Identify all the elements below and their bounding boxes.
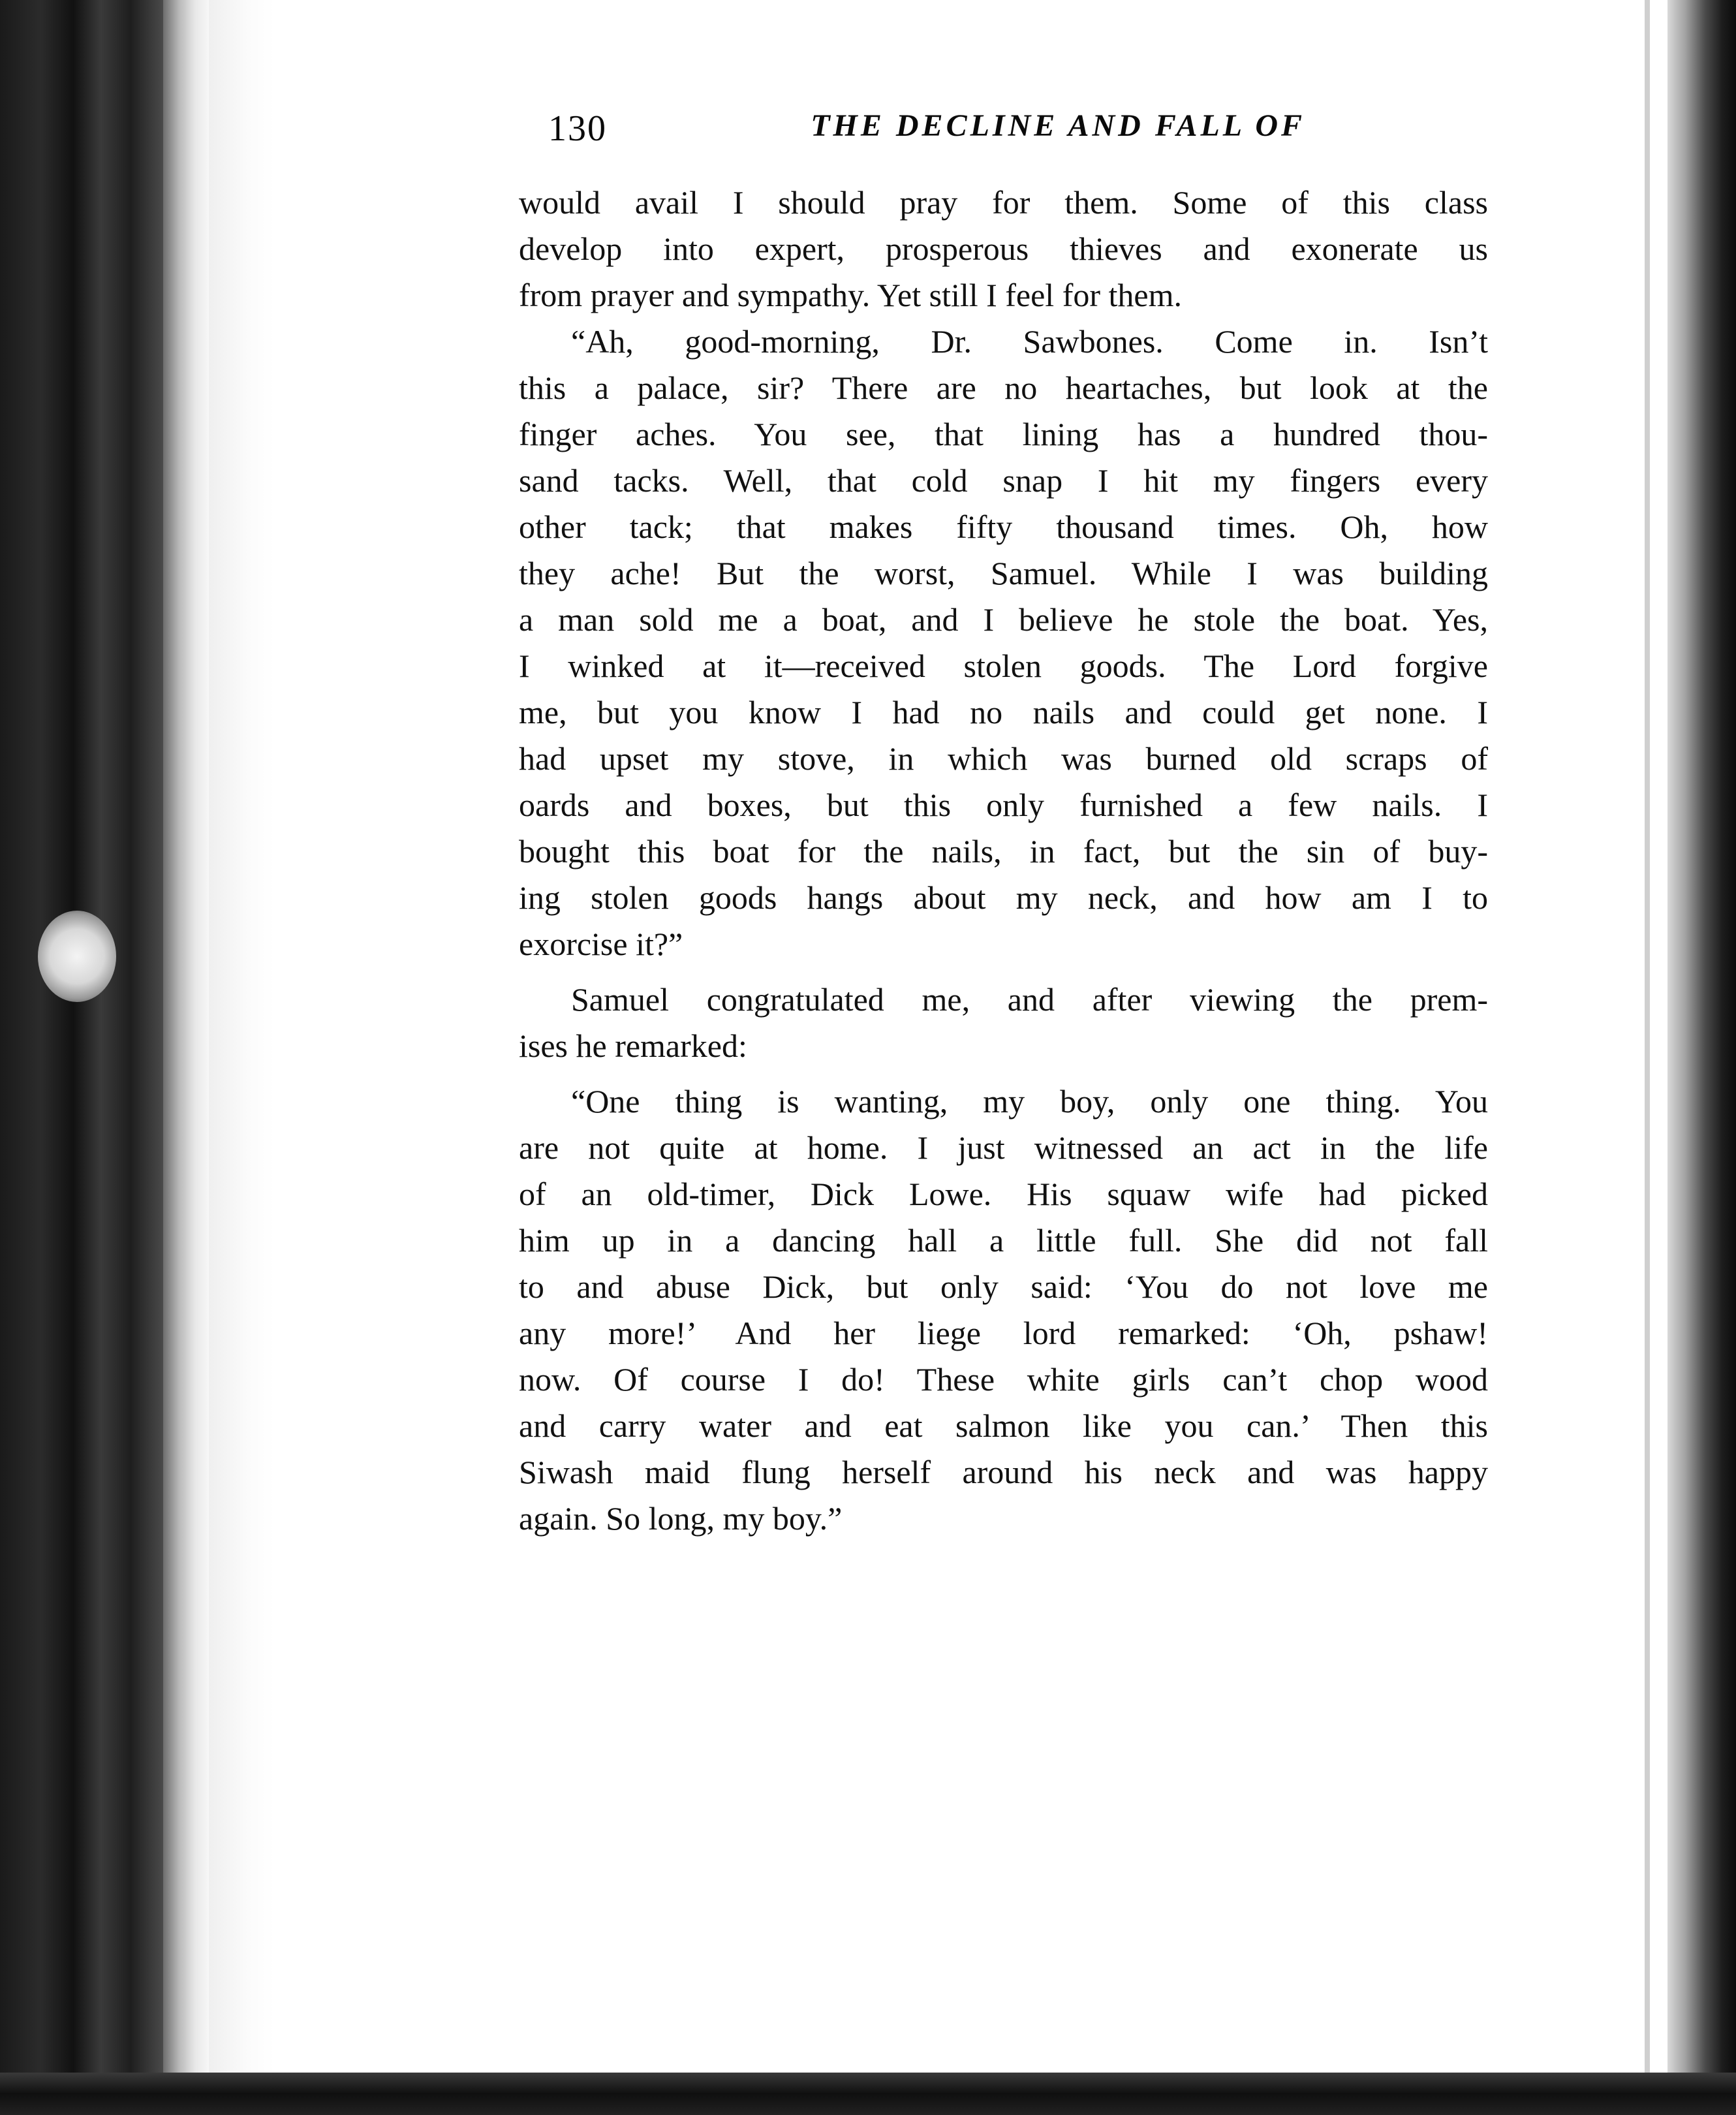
running-title: THE DECLINE AND FALL OF <box>811 108 1305 143</box>
text-line: now. Of course I do! These white girls can’t chop wood <box>519 1361 1488 1398</box>
text-line: Samuel congratulated me, and after viewing the prem- <box>571 981 1488 1018</box>
text-line: this a palace, sir? There are no heartaches, but look at the <box>519 369 1488 406</box>
text-line: exorcise it?” <box>519 926 683 962</box>
text-line: again. So long, my boy.” <box>519 1500 843 1537</box>
paper-stain <box>38 911 116 1002</box>
text-line: from prayer and sympathy. Yet still I feel for them. <box>519 277 1182 313</box>
text-line: finger aches. You see, that lining has a hundred thou- <box>519 416 1488 452</box>
paragraph <box>519 977 1488 1069</box>
text-line: are not quite at home. I just witnessed an act in the life <box>519 1129 1488 1166</box>
text-line: him up in a dancing hall a little full. She did not fall <box>519 1222 1488 1259</box>
text-line: other tack; that makes fifty thousand times. Oh, how <box>519 509 1488 545</box>
text-line: to and abuse Dick, but only said: ‘You do not love me <box>519 1268 1488 1305</box>
text-line: Siwash maid flung herself around his neck and was happy <box>519 1454 1488 1490</box>
binding-shadow <box>163 0 209 2115</box>
page-fore-edge-line <box>1645 0 1650 2115</box>
text-line: of an old-timer, Dick Lowe. His squaw wife had picked <box>519 1176 1488 1212</box>
text-line: bought this boat for the nails, in fact, but the sin of buy- <box>519 833 1488 870</box>
text-line: “Ah, good-morning, Dr. Sawbones. Come in. Isn’t <box>571 323 1488 360</box>
text-line: ing stolen goods hangs about my neck, and how am I to <box>519 879 1488 916</box>
right-page-edge <box>1667 0 1736 2115</box>
text-line: “One thing is wanting, my boy, only one thing. You <box>571 1083 1488 1120</box>
text-line: and carry water and eat salmon like you can.’ Then this <box>519 1407 1488 1444</box>
paragraph <box>519 180 1488 319</box>
text-line: they ache! But the worst, Samuel. While I was building <box>519 555 1488 591</box>
text-line: ises he remarked: <box>519 1027 747 1064</box>
text-line: any more!’ And her liege lord remarked: ‘Oh, pshaw! <box>519 1315 1488 1351</box>
text-line: me, but you know I had no nails and could get none. I <box>519 694 1488 730</box>
text-line: would avail I should pray for them. Some of this class <box>519 184 1488 221</box>
paragraph <box>519 319 1488 967</box>
text-line: oards and boxes, but this only furnished a few nails. I <box>519 787 1488 823</box>
body-text <box>519 180 1488 1542</box>
text-line: sand tacks. Well, that cold snap I hit my fingers every <box>519 462 1488 499</box>
text-line: I winked at it—received stolen goods. The Lord forgive <box>519 648 1488 684</box>
text-line: had upset my stove, in which was burned old scraps of <box>519 740 1488 777</box>
bottom-scan-border <box>0 2073 1736 2115</box>
text-line: a man sold me a boat, and I believe he stole the boat. Yes, <box>519 601 1488 638</box>
paragraph <box>519 1078 1488 1542</box>
page-number: 130 <box>548 108 607 149</box>
running-head <box>548 108 1305 166</box>
text-line: develop into expert, prosperous thieves and exonerate us <box>519 230 1488 267</box>
book-binding <box>0 0 163 2115</box>
page-gutter <box>209 0 274 2115</box>
